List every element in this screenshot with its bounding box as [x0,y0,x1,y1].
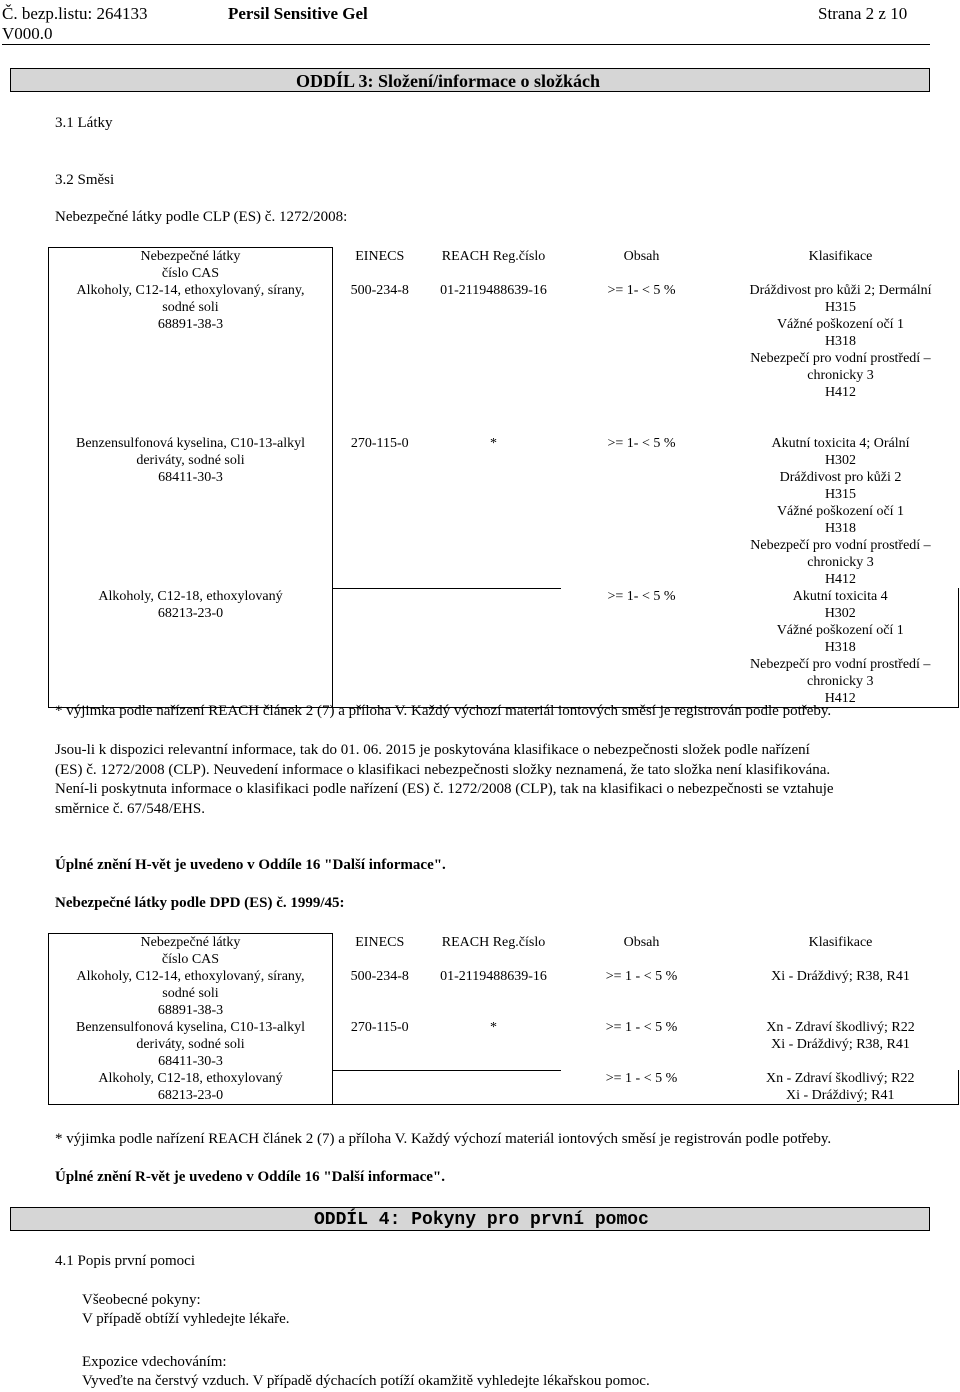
sheet-number: Č. bezp.listu: 264133 [2,4,148,23]
dpd-header-classification: Klasifikace [808,934,873,950]
dpd-row1-einecs: 500-234-8 [350,969,409,984]
h-phrases-note: Úplné znění H-vět je uvedeno v Oddíle 16 "Další informace". [55,857,446,873]
clp-header-reach: REACH Reg.číslo [441,248,546,264]
subsection-3-1: 3.1 Látky [55,115,113,131]
clp-row1-substance: Alkoholy, C12-14, ethoxylovaný, sírany, sodné soli 68891-38-3 [49,282,333,435]
clp-row2-einecs: 270-115-0 [350,436,409,451]
dpd-row3-substance: Alkoholy, C12-18, ethoxylovaný 68213-23-0 [49,1070,333,1105]
table-row [49,1019,959,1070]
clp-row3-classification: Akutní toxicita 4 H302 Vážné poškození očí 1 H318 Nebezpečí pro vodní prostředí – chronicky 3 H412 [723,588,959,708]
clp-header-classification: Klasifikace [808,248,873,264]
subsection-4-1: 4.1 Popis první pomoci [55,1253,196,1269]
dpd-table [48,933,959,1105]
dpd-row2-einecs: 270-115-0 [350,1020,409,1035]
clp-row2-substance: Benzensulfonová kyselina, C10-13-alkyl deriváty, sodné soli 68411-30-3 [49,435,333,588]
clp-row1-content: >= 1- < 5 % [607,283,676,298]
table-row [49,968,959,1019]
clp-row2-content: >= 1- < 5 % [607,436,676,451]
clp-row1-reach: 01-2119488639-16 [440,283,547,298]
clp-row3-blank [333,588,561,708]
clp-row2-classification: Akutní toxicita 4; Orální H302 Dráždivost pro kůži 2 H315 Vážné poškození očí 1 H318 Nebezpečí pro vodní prostředí – chronicky 3 H412 [750,436,931,587]
clp-table [48,247,959,708]
inhalation-text: Vyveďte na čerstvý vzduch. V případě dýchacích potíží okamžitě vyhledejte lékařskou pomoc. [82,1373,650,1389]
clp-row2-reach: * [490,436,497,451]
table-row [49,282,959,435]
dpd-row1-reach: 01-2119488639-16 [440,969,547,984]
dpd-row3-blank [333,1070,561,1105]
dpd-row1-content: >= 1 - < 5 % [605,969,678,984]
dpd-header-row [49,934,959,969]
dpd-header-content: Obsah [623,934,660,950]
clp-row3-substance: Alkoholy, C12-18, ethoxylovaný 68213-23-0 [49,588,333,708]
dpd-row2-reach: * [490,1020,497,1035]
dpd-row3-content: >= 1 - < 5 % [561,1070,723,1105]
dpd-header-reach: REACH Reg.číslo [441,934,546,950]
dpd-row2-substance: Benzensulfonová kyselina, C10-13-alkyl deriváty, sodné soli 68411-30-3 [49,1019,333,1070]
dpd-heading: Nebezpečné látky podle DPD (ES) č. 1999/45: [55,895,345,911]
dpd-header-substance: Nebezpečné látky číslo CAS [49,934,333,969]
clp-row1-classification: Dráždivost pro kůži 2; Dermální H315 Vážné poškození očí 1 H318 Nebezpečí pro vodní prostředí – chronicky 3 H412 [749,283,932,400]
reach-note-2: * výjimka podle nařízení REACH článek 2 (7) a příloha V. Každý výchozí materiál iontových směsí je registrován podle potřeby. [55,1131,832,1147]
product-name: Persil Sensitive Gel [228,4,368,23]
reach-note-1: * výjimka podle nařízení REACH článek 2 (7) a příloha V. Každý výchozí materiál iontových směsí je registrován podle potřeby. [55,703,832,719]
clp-header-substance: Nebezpečné látky číslo CAS [49,248,333,283]
page-number: Strana 2 z 10 [818,4,908,23]
general-text: V případě obtíží vyhledejte lékaře. [82,1311,290,1327]
dpd-header-einecs: EINECS [355,934,405,950]
table-row [49,435,959,588]
dpd-row1-substance: Alkoholy, C12-14, ethoxylovaný, sírany, sodné soli 68891-38-3 [49,968,333,1019]
general-label: Všeobecné pokyny: [82,1292,201,1308]
table-row [49,1070,959,1105]
version: V000.0 [2,24,53,43]
dpd-row1-classification: Xi - Dráždivý; R38, R41 [771,969,910,984]
subsection-3-2: 3.2 Směsi [55,172,115,188]
clp-row1-einecs: 500-234-8 [350,283,409,298]
r-phrases-note: Úplné znění R-vět je uvedeno v Oddíle 16 "Další informace". [55,1169,445,1185]
section3-title: ODDÍL 3: Složení/informace o složkách [296,71,600,91]
clp-header-content: Obsah [623,248,660,264]
classification-paragraph: Jsou-li k dispozici relevantní informace, tak do 01. 06. 2015 je poskytována klasifikace o nebezpečnosti složek podle nařízení (ES) č. 1272/2008 (CLP). Neuvedení informace o klasifikaci nebezpečnosti složky neznamená, že tato složka není klasifikována. Není-li poskytnuta informace o klasifikaci podle nařízení (ES) č. 1272/2008 (CLP), tak na klasifikaci o nebezpečnosti se vztahuje směrnice č. 67/548/EHS. [55,742,834,817]
clp-row3-content: >= 1- < 5 % [561,588,723,708]
header-rule [2,44,930,45]
inhalation-label: Expozice vdechováním: [82,1354,227,1370]
clp-header-einecs: EINECS [355,248,405,264]
dpd-row2-content: >= 1 - < 5 % [605,1020,678,1035]
dpd-row2-classification: Xn - Zdraví škodlivý; R22 Xi - Dráždivý; R38, R41 [766,1020,915,1052]
dpd-row3-classification: Xn - Zdraví škodlivý; R22 Xi - Dráždivý; R41 [723,1070,959,1105]
clp-heading: Nebezpečné látky podle CLP (ES) č. 1272/2008: [55,209,348,225]
table-row [49,588,959,708]
section4-title: ODDÍL 4: Pokyny pro první pomoc [314,1210,649,1230]
clp-header-row [49,248,959,283]
